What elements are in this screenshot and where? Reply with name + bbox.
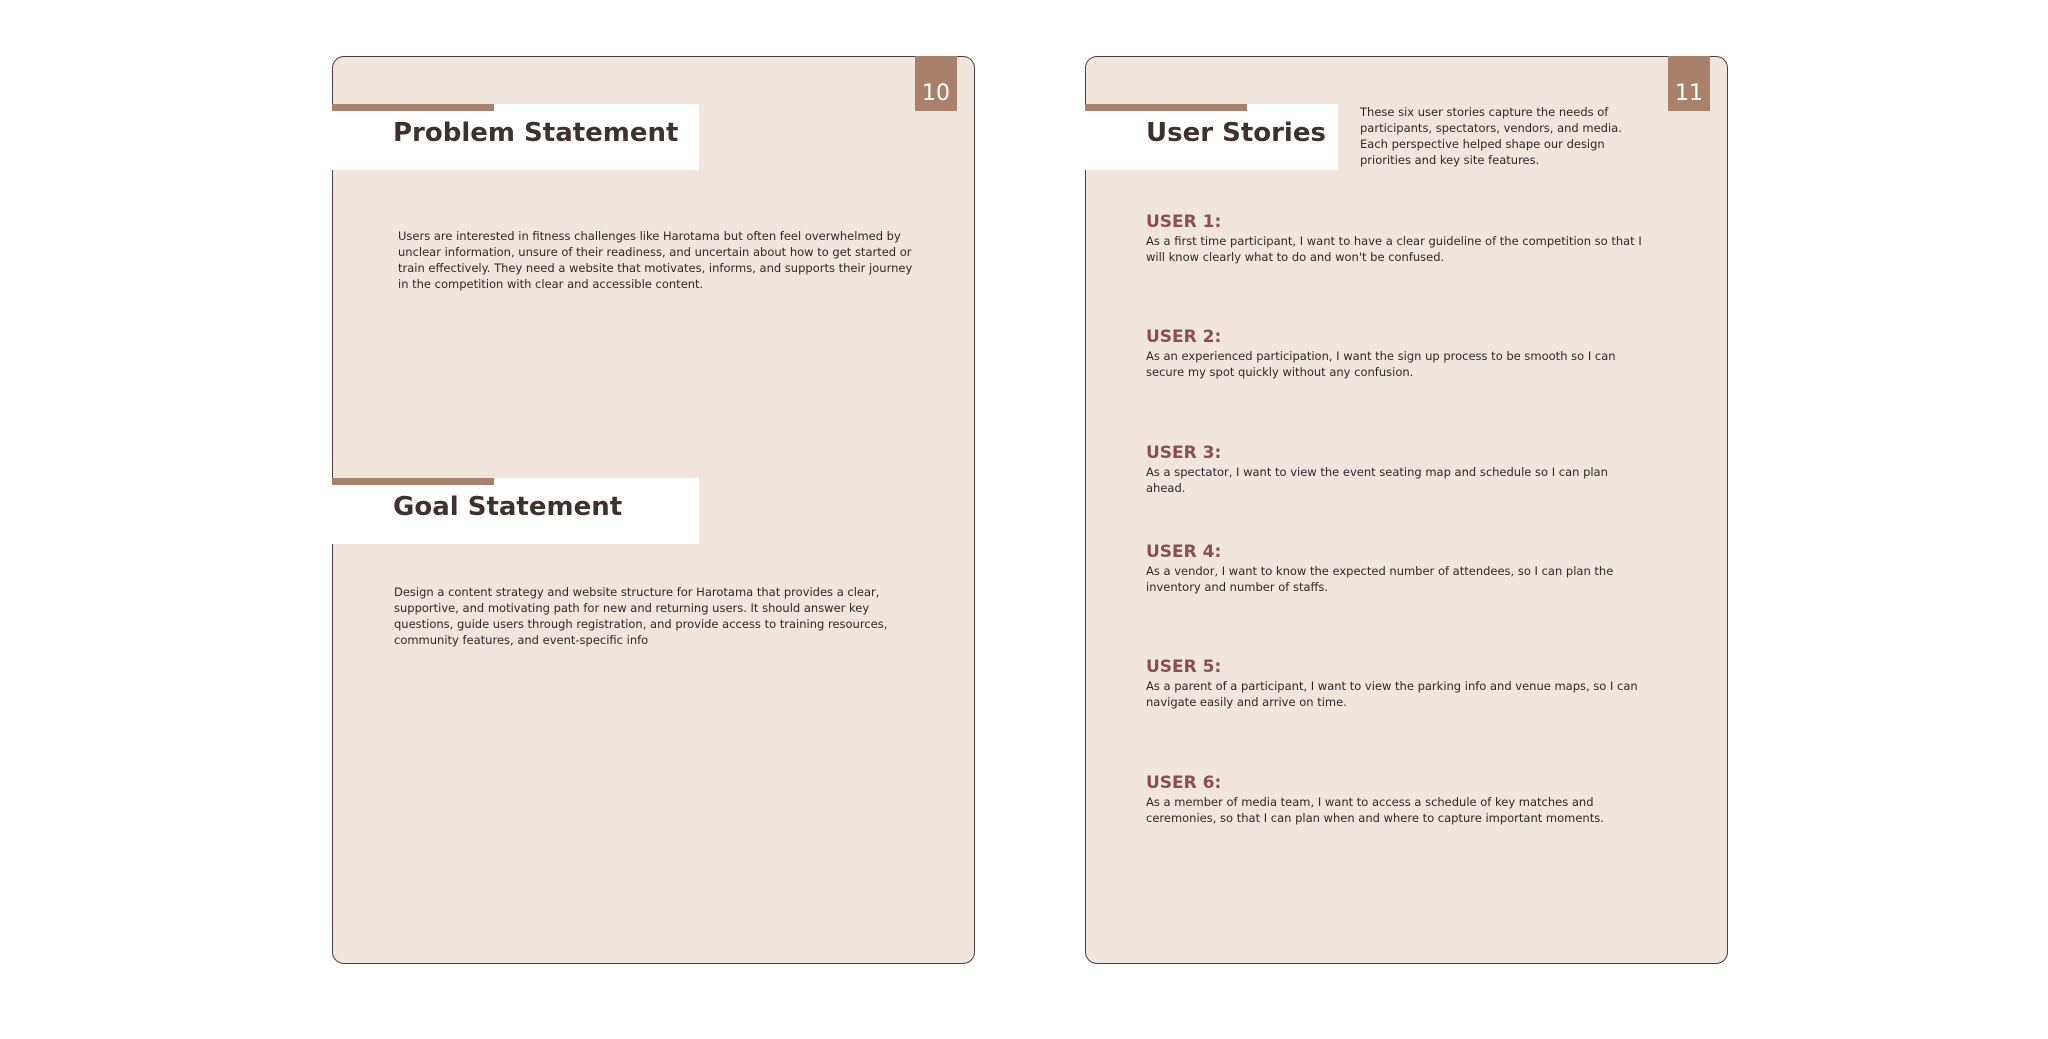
user-story-label: USER 1: [1146,212,1222,232]
goal-statement-title: Goal Statement [393,492,623,522]
page-11 [1085,56,1728,964]
problem-statement-title: Problem Statement [393,118,679,148]
accent-bar [332,104,494,111]
user-story-label: USER 3: [1146,443,1222,463]
user-story [1146,212,1646,265]
accent-bar [1085,104,1247,111]
user-story [1146,542,1646,595]
user-story [1146,327,1646,380]
user-story-label: USER 2: [1146,327,1222,347]
user-story-text: As a spectator, I want to view the event seating map and schedule so I can plan ahead. [1146,465,1608,495]
page-number: 11 [1668,56,1710,111]
user-stories-header [1085,104,1338,170]
user-story-text: As a vendor, I want to know the expected number of attendees, so I can plan the inventory and number of staffs. [1146,564,1614,594]
user-story-text: As a first time participant, I want to have a clear guideline of the competition so that I will know clearly what to do and won't be confused. [1146,234,1642,264]
page-number: 10 [915,56,957,111]
user-story-label: USER 5: [1146,657,1222,677]
goal-statement-text: Design a content strategy and website structure for Harotama that provides a clear, supportive, and motivating path for new and returning users. It should answer key questions, guide users through registration, and provide access to training resources, community features, and event-specific info [394,585,888,647]
user-stories-intro: These six user stories capture the needs of participants, spectators, vendors, and media. Each perspective helped shape our design priorities and key site features. [1360,105,1622,167]
user-story-text: As a parent of a participant, I want to view the parking info and venue maps, so I can navigate easily and arrive on time. [1146,679,1638,709]
user-story-label: USER 6: [1146,773,1222,793]
user-story-text: As a member of media team, I want to access a schedule of key matches and ceremonies, so that I can plan when and where to capture important moments. [1146,795,1604,825]
user-story [1146,773,1646,826]
accent-bar [332,478,494,485]
user-story [1146,657,1646,710]
user-stories-title: User Stories [1146,118,1326,148]
user-story [1146,443,1646,496]
user-story-text: As an experienced participation, I want the sign up process to be smooth so I can secure my spot quickly without any confusion. [1146,349,1616,379]
goal-statement-header [332,478,699,544]
user-story-label: USER 4: [1146,542,1222,562]
problem-statement-header [332,104,699,170]
page-10 [332,56,975,964]
problem-statement-text: Users are interested in fitness challenges like Harotama but often feel overwhelmed by unclear information, unsure of their readiness, and uncertain about how to get started or train effectively. They need a website that motivates, informs, and supports their journey in the competition with clear and accessible content. [398,229,913,291]
